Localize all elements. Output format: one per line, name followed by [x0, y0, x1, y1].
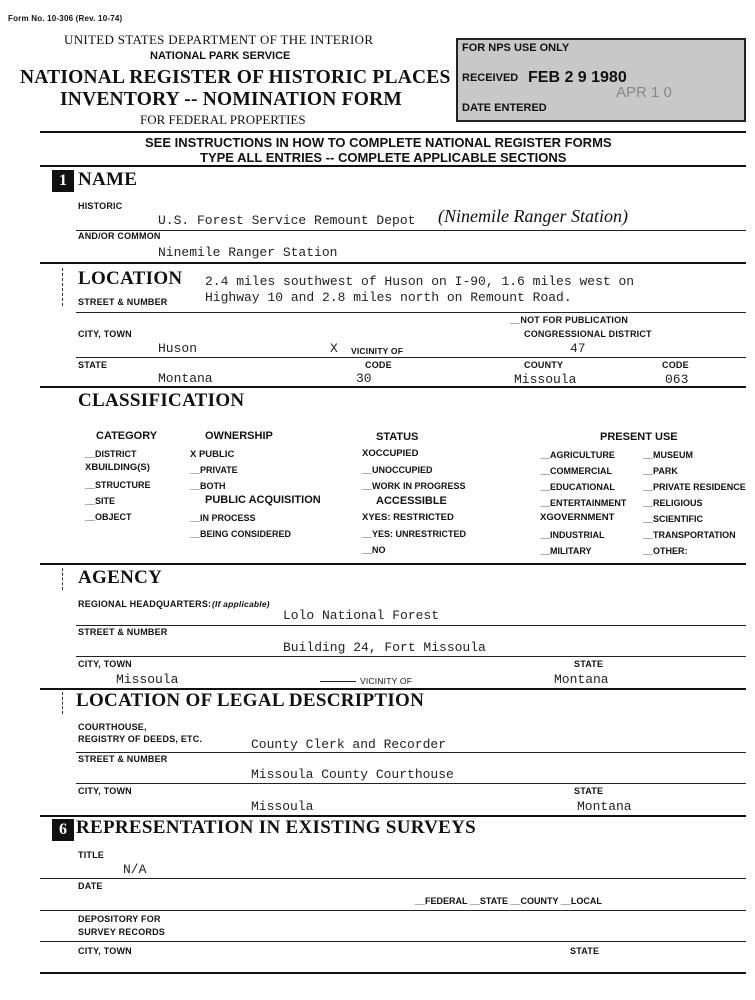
- courthouse-label-line2: REGISTRY OF DEEDS, ETC.: [78, 734, 203, 744]
- survey-date-label: DATE: [78, 881, 103, 891]
- category-heading: CATEGORY: [96, 430, 158, 442]
- depository-label-line1: DEPOSITORY FOR: [78, 914, 161, 924]
- legal-city-label: CITY, TOWN: [78, 786, 132, 796]
- rule: [40, 941, 746, 942]
- accessible-no: __NO: [362, 545, 386, 555]
- category-structure: __STRUCTURE: [85, 480, 151, 490]
- acquisition-being-considered: __BEING CONSIDERED: [190, 529, 292, 539]
- federal-properties: FOR FEDERAL PROPERTIES: [140, 112, 306, 127]
- use-private-residence: __PRIVATE RESIDENCE: [643, 482, 746, 492]
- agency-street-label: STREET & NUMBER: [78, 627, 168, 637]
- rule: [40, 131, 746, 133]
- department-name: UNITED STATES DEPARTMENT OF THE INTERIOR: [64, 32, 374, 47]
- legal-street-label: STREET & NUMBER: [78, 754, 168, 764]
- county-value: Missoula: [514, 372, 577, 387]
- ownership-private: __PRIVATE: [190, 465, 238, 475]
- date-entered-label: DATE ENTERED: [462, 102, 547, 114]
- nps-use-box: [456, 38, 746, 122]
- status-heading: STATUS: [376, 431, 419, 443]
- instructions-line2: TYPE ALL ENTRIES -- COMPLETE APPLICABLE SECTIONS: [200, 150, 567, 165]
- use-scientific: __SCIENTIFIC: [643, 514, 704, 524]
- received-label: RECEIVED: [462, 72, 519, 84]
- nps-use-label: FOR NPS USE ONLY: [462, 42, 570, 54]
- state-label: STATE: [78, 360, 108, 370]
- rule: [76, 656, 746, 657]
- category-buildings: XBUILDING(S): [85, 462, 150, 473]
- rule: [76, 783, 746, 784]
- vicinity-label: VICINITY OF: [351, 346, 404, 356]
- ownership-public: X PUBLIC: [190, 449, 235, 460]
- use-commercial: __COMMERCIAL: [540, 466, 613, 476]
- section-heading-location: LOCATION: [78, 268, 183, 289]
- status-unoccupied: __UNOCCUPIED: [362, 465, 433, 475]
- form-number: Form No. 10-306 (Rev. 10-74): [8, 14, 123, 23]
- section-heading-surveys: REPRESENTATION IN EXISTING SURVEYS: [76, 817, 477, 838]
- status-work-in-progress: __WORK IN PROGRESS: [362, 481, 466, 491]
- section-number-badge: 6: [52, 819, 74, 841]
- common-name-label: AND/OR COMMON: [78, 231, 161, 241]
- section-heading-agency: AGENCY: [78, 567, 163, 588]
- rule: [76, 625, 746, 626]
- ownership-heading: OWNERSHIP: [205, 430, 273, 442]
- agency-state-value: Montana: [554, 672, 609, 687]
- use-agriculture: __AGRICULTURE: [540, 450, 615, 460]
- received-date-stamp: FEB 2 9 1980: [528, 69, 627, 86]
- agency-street-value: Building 24, Fort Missoula: [283, 640, 486, 655]
- rule: [40, 910, 746, 911]
- rule: [40, 563, 746, 565]
- use-other: __OTHER:: [643, 546, 688, 556]
- depository-label-line2: SURVEY RECORDS: [78, 927, 165, 937]
- rule: [40, 878, 746, 879]
- courthouse-label-line1: COURTHOUSE,: [78, 722, 147, 732]
- vicinity-checkbox: X: [330, 341, 338, 356]
- status-occupied: XOCCUPIED: [362, 448, 419, 459]
- city-town-label: CITY, TOWN: [78, 329, 132, 339]
- rule: [40, 165, 746, 167]
- section-heading-name: NAME: [78, 169, 138, 190]
- survey-title-value: N/A: [123, 862, 147, 877]
- rule: [76, 312, 746, 313]
- street-number-label: STREET & NUMBER: [78, 297, 168, 307]
- use-government: XGOVERNMENT: [540, 512, 615, 523]
- use-educational: __EDUCATIONAL: [540, 482, 615, 492]
- accessible-yes-unrestricted: __YES: UNRESTRICTED: [362, 529, 467, 539]
- section-heading-classification: CLASSIFICATION: [78, 390, 245, 411]
- survey-levels: __FEDERAL __STATE __COUNTY __LOCAL: [415, 896, 602, 906]
- courthouse-value: County Clerk and Recorder: [251, 737, 447, 752]
- county-code-value: 063: [665, 372, 689, 387]
- survey-city-label: CITY, TOWN: [78, 946, 132, 956]
- rule: [40, 386, 746, 388]
- use-museum: __MUSEUM: [643, 450, 694, 460]
- form-subtitle: INVENTORY -- NOMINATION FORM: [60, 89, 403, 110]
- location-city-value: Huson: [158, 341, 198, 356]
- category-district: __DISTRICT: [85, 449, 137, 459]
- use-park: __PARK: [643, 466, 678, 476]
- use-industrial: __INDUSTRIAL: [540, 530, 605, 540]
- rule: [76, 230, 746, 231]
- use-military: __MILITARY: [540, 546, 592, 556]
- ownership-both: __BOTH: [190, 481, 226, 491]
- present-use-heading: PRESENT USE: [600, 431, 678, 443]
- form-title: NATIONAL REGISTER OF HISTORIC PLACES: [20, 67, 451, 88]
- instructions-line1: SEE INSTRUCTIONS IN HOW TO COMPLETE NATIONAL REGISTER FORMS: [145, 135, 612, 150]
- district-value: 47: [570, 341, 586, 356]
- legal-state-value: Montana: [577, 799, 632, 814]
- location-state-value: Montana: [158, 371, 213, 386]
- service-name: NATIONAL PARK SERVICE: [150, 50, 291, 62]
- regional-hq-value: Lolo National Forest: [283, 608, 440, 623]
- regional-hq-label: REGIONAL HEADQUARTERS:: [78, 599, 212, 609]
- state-code-value: 30: [356, 371, 372, 386]
- agency-state-label: STATE: [574, 659, 604, 669]
- category-object: __OBJECT: [85, 512, 132, 522]
- use-transportation: __TRANSPORTATION: [643, 530, 736, 540]
- code-label: CODE: [365, 360, 392, 370]
- use-entertainment: __ENTERTAINMENT: [540, 498, 627, 508]
- historic-label: HISTORIC: [78, 201, 123, 211]
- category-site: __SITE: [85, 496, 116, 506]
- use-religious: __RELIGIOUS: [643, 498, 703, 508]
- location-street-line2: Highway 10 and 2.8 miles north on Remount Road.: [205, 290, 572, 305]
- county-label: COUNTY: [524, 360, 564, 370]
- legal-city-value: Missoula: [251, 799, 314, 814]
- agency-city-value: Missoula: [116, 672, 179, 687]
- common-name-value: Ninemile Ranger Station: [158, 245, 338, 260]
- agency-city-label: CITY, TOWN: [78, 659, 132, 669]
- historic-name-handwritten: (Ninemile Ranger Station): [438, 206, 628, 226]
- agency-vicinity-label: VICINITY OF: [360, 676, 413, 686]
- not-for-publication: __NOT FOR PUBLICATION: [510, 315, 629, 325]
- acquisition-heading: PUBLIC ACQUISITION: [205, 494, 321, 506]
- legal-state-label: STATE: [574, 786, 604, 796]
- rule: [40, 972, 746, 974]
- county-code-label: CODE: [662, 360, 689, 370]
- section-heading-legal-description: LOCATION OF LEGAL DESCRIPTION: [76, 690, 425, 711]
- rule: [40, 262, 746, 264]
- survey-state-label: STATE: [570, 946, 600, 956]
- survey-title-label: TITLE: [78, 850, 104, 860]
- rule: [76, 752, 746, 753]
- legal-street-value: Missoula County Courthouse: [251, 767, 454, 782]
- rule: [76, 357, 746, 358]
- acquisition-in-process: __IN PROCESS: [190, 513, 256, 523]
- historic-name-value: U.S. Forest Service Remount Depot: [158, 213, 416, 228]
- entered-date-stamp: APR 1 0: [616, 84, 672, 101]
- congressional-district-label: CONGRESSIONAL DISTRICT: [524, 329, 652, 339]
- accessible-heading: ACCESSIBLE: [376, 495, 447, 507]
- regional-hq-note: (If applicable): [212, 599, 270, 609]
- accessible-yes-restricted: XYES: RESTRICTED: [362, 512, 454, 523]
- section-number-badge: 1: [52, 170, 74, 192]
- location-street-line1: 2.4 miles southwest of Huson on I-90, 1.6 miles west on: [205, 274, 635, 289]
